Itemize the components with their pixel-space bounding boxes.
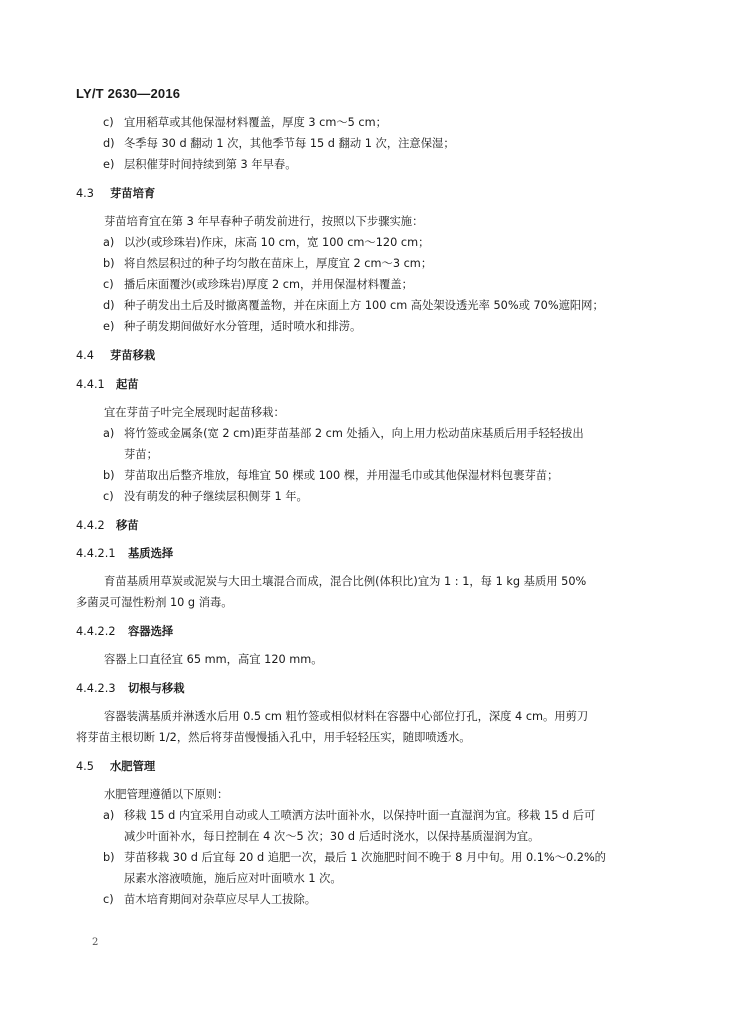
section-heading-4-4-1: 4.4.1 起苗 <box>76 378 139 391</box>
list-item: e) 层积催芽时间持续到第 3 年早春。 <box>103 158 297 171</box>
list-item: a) 将竹签或金属条(宽 2 cm)距芽苗基部 2 cm 处插入，向上用力松动苗床基质后用手轻轻拔出 <box>103 427 584 440</box>
list-item: b) 芽苗移栽 30 d 后宜每 20 d 追肥一次，最后 1 次施肥时间不晚于 8 月中旬。用 0.1%～0.2%的 <box>103 851 606 864</box>
section-heading-4-4-2-1: 4.4.2.1 基质选择 <box>76 547 174 560</box>
paragraph: 芽苗培育宜在第 3 年早春种子萌发前进行，按照以下步骤实施： <box>104 215 424 228</box>
list-item: b) 芽苗取出后整齐堆放，每堆宜 50 棵或 100 棵，并用湿毛巾或其他保湿材料包裹芽苗； <box>103 469 559 482</box>
section-heading-4-3: 4.3 芽苗培育 <box>76 187 156 200</box>
paragraph: 水肥管理遵循以下原则： <box>104 788 229 801</box>
section-heading-4-5: 4.5 水肥管理 <box>76 760 156 773</box>
list-item: c) 宜用稻草或其他保湿材料覆盖，厚度 3 cm～5 cm； <box>103 116 387 129</box>
list-item-continuation: 减少叶面补水，每日控制在 4 次～5 次；30 d 后适时浇水，以保持基质湿润为宜。 <box>124 830 540 843</box>
list-item: c) 没有萌发的种子继续层积侧芽 1 年。 <box>103 490 308 503</box>
list-item: b) 将自然层积过的种子均匀散在苗床上，厚度宜 2 cm～3 cm； <box>103 257 433 270</box>
section-heading-4-4-2: 4.4.2 移苗 <box>76 519 139 532</box>
paragraph: 宜在芽苗子叶完全展现时起苗移栽： <box>104 406 285 419</box>
list-item: a) 以沙(或珍珠岩)作床，床高 10 cm，宽 100 cm～120 cm； <box>103 236 430 249</box>
paragraph: 容器装满基质并淋透水后用 0.5 cm 粗竹签或相似材料在容器中心部位打孔，深度 4 cm。用剪刀 <box>104 710 589 723</box>
section-heading-4-4-2-2: 4.4.2.2 容器选择 <box>76 625 174 638</box>
list-item-continuation: 芽苗； <box>124 448 158 461</box>
list-item: c) 苗木培育期间对杂草应尽早人工拔除。 <box>103 893 317 906</box>
list-item: a) 移栽 15 d 内宜采用自动或人工喷洒方法叶面补水，以保持叶面一直湿润为宜。移栽 15 d 后可 <box>103 809 596 822</box>
paragraph: 育苗基质用草炭或泥炭与大田土壤混合而成，混合比例(体积比)宜为 1 : 1，每 1 kg 基质用 50% <box>104 575 587 588</box>
section-heading-4-4-2-3: 4.4.2.3 切根与移栽 <box>76 682 185 695</box>
list-item-continuation: 尿素水溶液喷施，施后应对叶面喷水 1 次。 <box>124 872 342 885</box>
paragraph-continuation: 多菌灵可湿性粉剂 10 g 消毒。 <box>76 596 233 609</box>
standard-code-header: LY/T 2630—2016 <box>76 86 181 101</box>
list-item: c) 播后床面覆沙(或珍珠岩)厚度 2 cm，并用保湿材料覆盖； <box>103 278 413 291</box>
page-number: 2 <box>92 937 99 948</box>
paragraph-continuation: 将芽苗主根切断 1/2，然后将芽苗慢慢插入孔中，用手轻轻压实，随即喷透水。 <box>76 731 471 744</box>
list-item: d) 冬季每 30 d 翻动 1 次，其他季节每 15 d 翻动 1 次，注意保湿； <box>103 137 455 150</box>
section-heading-4-4: 4.4 芽苗移栽 <box>76 349 156 362</box>
paragraph: 容器上口直径宜 65 mm，高宜 120 mm。 <box>104 653 323 666</box>
list-item: e) 种子萌发期间做好水分管理，适时喷水和排涝。 <box>103 320 362 333</box>
list-item: d) 种子萌发出土后及时撤离覆盖物，并在床面上方 100 cm 高处架设透光率 50%或 70%遮阳网； <box>103 299 604 312</box>
